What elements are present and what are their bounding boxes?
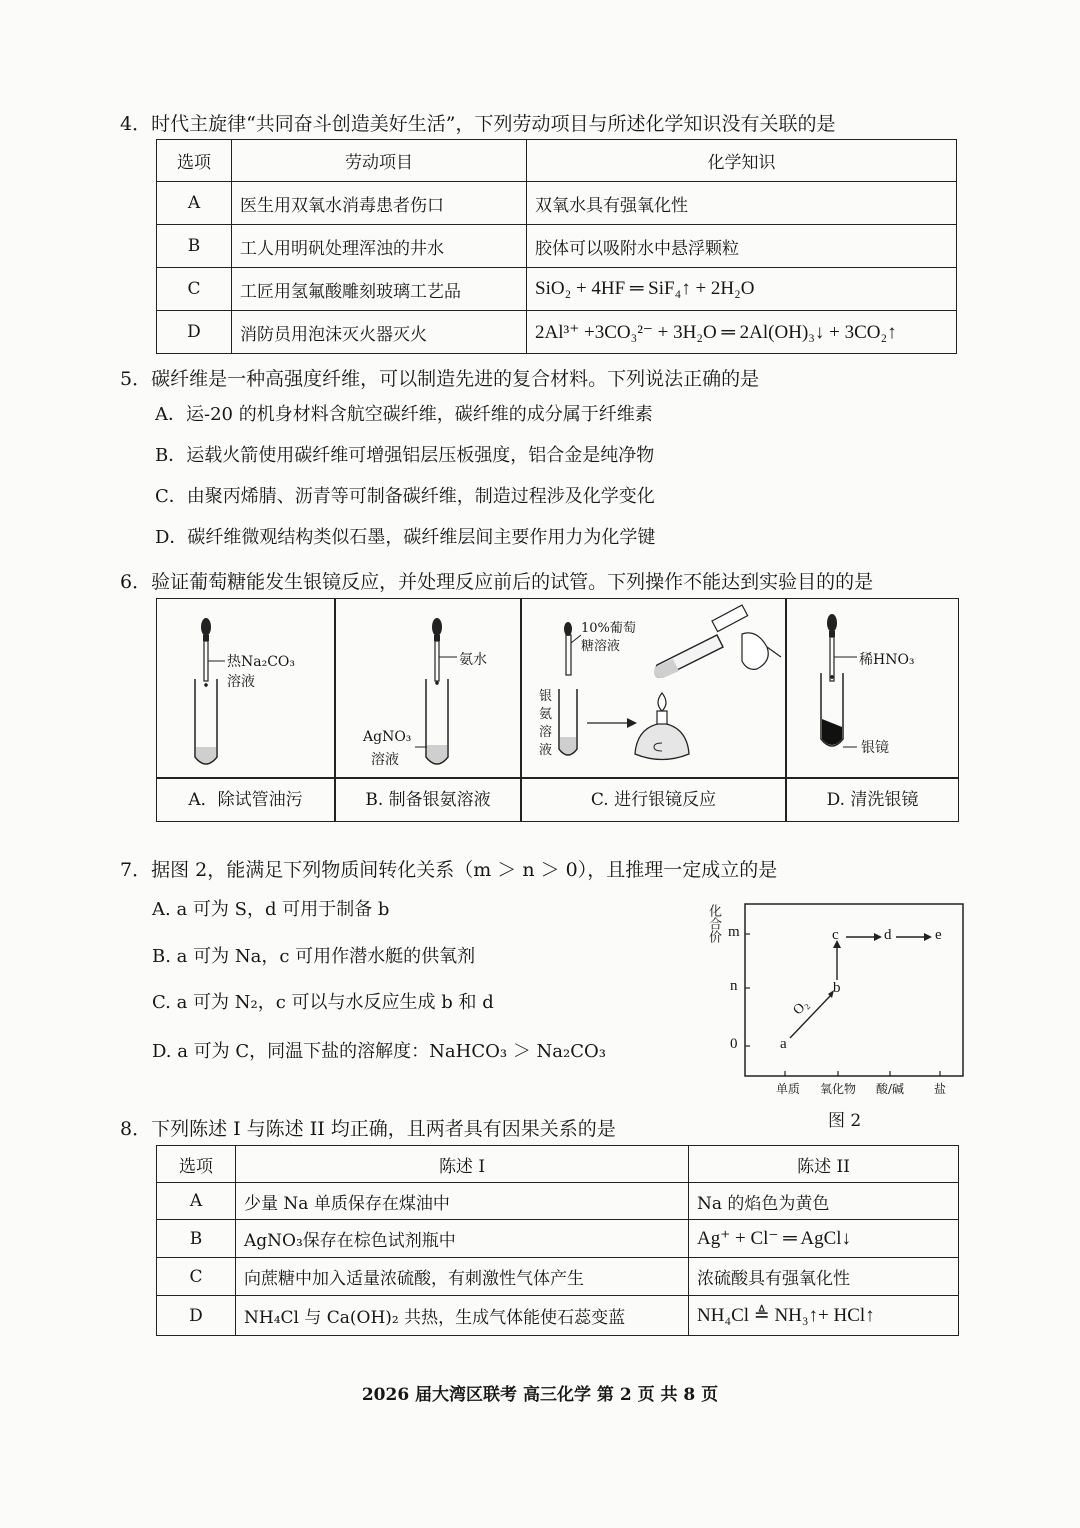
q4-row-c-chem: SiO₂ + 4HF ═ SiF₄↑ + 2H₂O — [527, 268, 957, 311]
panel-d-test-tube — [821, 673, 857, 747]
o2-label: O₂ — [790, 997, 812, 1019]
label-silver: 银 — [539, 689, 553, 704]
label-dilute-nitric-acid: 稀HNO₃ — [859, 652, 915, 668]
label-dissolved: 溶 — [539, 725, 553, 740]
panel-c-small-tube — [559, 689, 577, 755]
q7-stem: 7．据图 2，能满足下列物质间转化关系（m ＞ n ＞ 0），且推理一定成立的是 — [120, 859, 778, 881]
y-tick-n: n — [730, 978, 738, 994]
panel-d-dropper — [827, 614, 857, 681]
label-silver-mirror: 银镜 — [861, 740, 889, 756]
figure-2-frame — [745, 904, 963, 1076]
q5-option-b: B．运载火箭使用碳纤维可增强铝层压板强度，铝合金是纯净物 — [155, 445, 655, 466]
q8-row-d-option: D — [157, 1296, 236, 1336]
q8-row-d-statement-2: NH₄Cl ≜ NH₃↑+ HCl↑ — [689, 1296, 959, 1336]
arrow-b-to-c — [833, 940, 841, 980]
q8-row-c-statement-1: 向蔗糖中加入适量浓硫酸，有刺激性气体产生 — [236, 1258, 689, 1296]
q4-row-d-option: D — [157, 311, 232, 354]
q8-table — [156, 1145, 959, 1336]
q8-row-b-statement-1: AgNO₃保存在棕色试剂瓶中 — [236, 1220, 689, 1258]
label-silver-nitrate: AgNO₃ — [363, 729, 412, 745]
q4-row-d-labor: 消防员用泡沫灭火器灭火 — [232, 311, 527, 354]
arrow-d-to-e — [896, 933, 932, 941]
q7-option-b: B. a 可为 Na，c 可用作潜水艇的供氧剂 — [152, 946, 476, 967]
q6-caption-c: C. 进行银镜反应 — [590, 790, 717, 810]
q8-header-option: 选项 — [157, 1146, 236, 1183]
q6-apparatus-drawings — [157, 599, 958, 777]
panel-a-dropper — [201, 618, 225, 687]
figure-2-caption: 图 2 — [828, 1111, 862, 1131]
y-tick-0: 0 — [730, 1036, 738, 1052]
x-tick-acid-base: 酸/碱 — [876, 1082, 905, 1096]
q4-row-a-option: A — [157, 182, 232, 225]
point-c: c — [832, 927, 839, 943]
q5-option-d: D．碳纤维微观结构类似石墨，碳纤维层间主要作用力为化学键 — [155, 527, 656, 548]
label-hot-sodium-carbonate: 热Na₂CO₃ — [227, 654, 296, 670]
label-ammonia: 氨 — [539, 707, 553, 722]
q5-stem: 5．碳纤维是一种高强度纤维，可以制造先进的复合材料。下列说法正确的是 — [120, 368, 760, 390]
q5-option-a: A．运-20 的机身材料含航空碳纤维，碳纤维的成分属于纤维素 — [155, 404, 653, 425]
q7-option-d: D. a 可为 C，同温下盐的溶解度：NaHCO₃ ＞ Na₂CO₃ — [152, 1041, 606, 1062]
label-ammonia-water: 氨水 — [459, 652, 487, 668]
q4-row-c-option: C — [157, 268, 232, 311]
q8-row-b-statement-2: Ag⁺ + Cl⁻ ═ AgCl↓ — [689, 1220, 959, 1258]
q4-row-b-chem: 胶体可以吸附水中悬浮颗粒 — [527, 225, 957, 268]
label-solution-b: 溶液 — [371, 752, 399, 768]
q6-caption-d: D. 清洗银镜 — [826, 790, 919, 810]
q5-option-c: C．由聚丙烯腈、沥青等可制备碳纤维，制造过程涉及化学变化 — [155, 486, 655, 507]
panel-c-arrow — [587, 718, 637, 728]
q6-figure-box — [156, 598, 959, 822]
q8-row-d-statement-1: NH₄Cl 与 Ca(OH)₂ 共热，生成气体能使石蕊变蓝 — [236, 1296, 689, 1336]
q6-caption-b: B. 制备银氨溶液 — [365, 790, 491, 810]
point-a: a — [780, 1036, 787, 1052]
q8-row-c-statement-2: 浓硫酸具有强氧化性 — [689, 1258, 959, 1296]
q8-header-statement-1: 陈述 I — [236, 1146, 689, 1183]
panel-c-tilted-tube-and-hand — [654, 605, 781, 678]
point-b: b — [833, 980, 841, 996]
q4-row-b-option: B — [157, 225, 232, 268]
x-tick-element: 单质 — [776, 1082, 801, 1096]
q8-row-a-statement-2: Na 的焰色为黄色 — [689, 1183, 959, 1220]
arrow-c-to-d — [846, 933, 882, 941]
q8-row-b-option: B — [157, 1220, 236, 1258]
label-solution-a: 溶液 — [227, 674, 255, 690]
panel-c-alcohol-lamp — [635, 693, 689, 760]
q4-row-a-chem: 双氧水具有强氧化性 — [527, 182, 957, 225]
page-footer: 2026 届大湾区联考 高三化学 第 2 页 共 8 页 — [361, 1385, 719, 1405]
q4-row-c-labor: 工匠用氢氟酸雕刻玻璃工艺品 — [232, 268, 527, 311]
panel-a-test-tube — [195, 679, 217, 764]
q8-row-a-option: A — [157, 1183, 236, 1220]
panel-c-dropper — [564, 622, 581, 675]
q4-header-option: 选项 — [157, 140, 232, 182]
q8-header-statement-2: 陈述 II — [689, 1146, 959, 1183]
y-tick-m: m — [728, 924, 740, 940]
q4-row-d-chem: 2Al³⁺ +3CO₃²⁻ + 3H₂O ═ 2Al(OH)₃↓ + 3CO₂↑ — [527, 311, 957, 354]
q6-stem: 6．验证葡萄糖能发生银镜反应，并处理反应前后的试管。下列操作不能达到实验目的的是 — [120, 571, 874, 593]
q4-header-chem: 化学知识 — [527, 140, 957, 182]
point-d: d — [884, 927, 892, 943]
figure-2-y-label: 化合价 — [706, 904, 721, 943]
q7-option-a: A. a 可为 S，d 可用于制备 b — [152, 899, 390, 920]
label-liquid: 液 — [539, 743, 553, 758]
figure-2 — [700, 896, 970, 1136]
q8-row-c-option: C — [157, 1258, 236, 1296]
q8-row-a-statement-1: 少量 Na 单质保存在煤油中 — [236, 1183, 689, 1220]
q4-table — [156, 139, 957, 354]
q6-caption-a: A．除试管油污 — [188, 790, 303, 810]
q4-row-a-labor: 医生用双氧水消毒患者伤口 — [232, 182, 527, 225]
q7-option-c: C. a 可为 N₂，c 可以与水反应生成 b 和 d — [152, 992, 494, 1013]
x-tick-oxide: 氧化物 — [820, 1082, 857, 1096]
panel-b-test-tube — [415, 679, 448, 764]
q4-stem: 4．时代主旋律“共同奋斗创造美好生活”，下列劳动项目与所述化学知识没有关联的是 — [120, 113, 836, 135]
label-sugar-solution: 糖溶液 — [581, 639, 621, 654]
q8-stem: 8．下列陈述 I 与陈述 II 均正确，且两者具有因果关系的是 — [120, 1118, 616, 1140]
q4-row-b-labor: 工人用明矾处理浑浊的井水 — [232, 225, 527, 268]
panel-b-dropper — [432, 618, 457, 685]
q4-header-labor: 劳动项目 — [232, 140, 527, 182]
x-tick-salt: 盐 — [934, 1082, 947, 1096]
point-e: e — [935, 927, 942, 943]
label-glucose-10pct: 10%葡萄 — [581, 621, 636, 636]
